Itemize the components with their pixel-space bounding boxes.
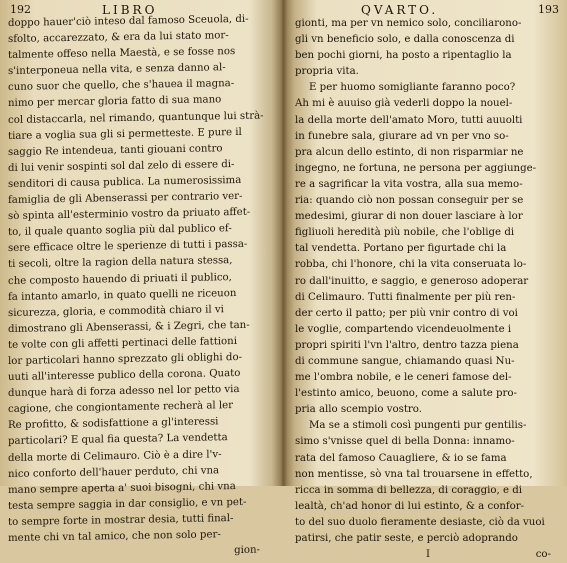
text-line: di Celimauro. Tutti finalmente per più ren-	[295, 291, 516, 303]
text-line: s'interponeua nella vita, e senza danno al-	[8, 62, 226, 78]
text-line: col distaccarla, nel rimando, quantunque lui strà-	[8, 110, 264, 126]
text-line: nico conforto dell'hauer perduto, chi vna	[8, 464, 220, 480]
text-line: l'estinto amico, beuono, come a salute pro-	[295, 388, 517, 400]
left-page	[0, 0, 283, 557]
text-line: in funebre sala, giurare ad vn per vno so-	[295, 130, 509, 142]
text-line: sere efficace oltre le sperienze di tutti i passa-	[8, 239, 248, 255]
text-line: figliuoli heredità più nobile, che l'oblige di	[295, 227, 515, 239]
text-line: sicurezza, gloria, e commodità chiaro il vi	[8, 303, 224, 319]
right-page-number: 193	[538, 3, 559, 16]
text-line: dunque harà di forza adesso nel lor petto via	[8, 384, 240, 400]
text-line: nimo per mercar gloria fatto di sua mano	[8, 94, 222, 110]
text-line: la della morte dell'amato Moro, tutti auuolti	[295, 114, 523, 126]
text-line: to, il quale quanto soglia più dal publico ef-	[8, 223, 232, 239]
text-line: dimostrano gli Abenserassi, & i Zegri, che tan-	[8, 319, 250, 335]
text-line: pria allo scempio vostro.	[295, 404, 422, 416]
text-line: me l'ombra nobile, e le ceneri famose del-	[295, 372, 512, 384]
text-line: patirsi, che patir seste, e perciò adoprando	[295, 533, 518, 544]
text-line: famiglia de gli Abenserassi per contrario ver-	[8, 190, 243, 207]
text-line: testa sempre saggia in dar consiglio, e vn pet-	[8, 496, 247, 512]
text-line: gionti, ma per vn nemico solo, conciliarono-	[295, 18, 522, 29]
left-running-title: LIBRO	[102, 3, 158, 17]
right-page-text	[295, 16, 561, 563]
catchword: gion-	[234, 544, 260, 557]
text-line: medesimi, giurar di non douer lasciare à lor	[295, 211, 523, 223]
text-line: der certo il patto; per più vnir contro di voi	[295, 307, 518, 319]
text-line: tiare a voglia sua gli si permetteste. E pure il	[8, 126, 242, 142]
text-line: tal vendetta. Portano per figurtade chi la	[295, 243, 507, 255]
text-line: pra alcun dello estinto, di non risparmiar ne	[295, 146, 524, 158]
text-line: sò spinta all'esterminio vostro da priuato affet-	[8, 206, 251, 223]
text-line: cuno suor che quello, che s'hauea il magna-	[8, 78, 235, 94]
text-line: te volte con gli affetti pertinaci delle fattioni	[8, 335, 237, 351]
right-page-header	[291, 3, 559, 17]
text-line: senditori di causa publica. La numerosissima	[8, 174, 242, 190]
text-line: propri spiriti l'vn l'altro, dentro tazza piena	[295, 339, 519, 351]
text-line: uuti all'interesse publico della corona. Quato	[8, 368, 241, 384]
text-line: ria: quando ciò non possan conseguir per se	[295, 195, 524, 207]
text-line: doppo hauer'ciò inteso dal famoso Sceuola, di-	[8, 13, 249, 29]
signature-mark: I co-	[295, 547, 561, 563]
text-line: gli vn beneficio solo, e dalla conoscenza di	[295, 34, 515, 46]
text-line: di commune sangue, chiamando quasi Nu-	[295, 355, 515, 367]
text-line: talmente offeso nella Maestà, e se fosse nos	[8, 46, 236, 62]
left-page-number: 192	[10, 3, 31, 16]
text-line: Ah mi è auuiso già vederli doppo la nouel-	[295, 98, 513, 110]
text-line: rata del famoso Cauagliere, & io se fama	[295, 452, 507, 464]
text-line: particolari? E qual fia questa? La vendetta	[8, 432, 228, 448]
text-line: saggio Re intendeua, tanti giouani contro	[8, 143, 223, 158]
text-line: lealtà, ch'ad honor di lui estinto, & a confor-	[295, 500, 525, 512]
text-line: propria vita.	[295, 66, 359, 78]
right-running-title: QVARTO.	[361, 3, 439, 17]
text-line: della morte di Celimauro. Ciò è a dire l'v-	[8, 448, 222, 464]
text-line: ro dall'inuitto, e saggio, e generoso adoperar	[295, 275, 529, 287]
text-line: Re profitto, & sodisfattione a gl'interessi	[8, 416, 219, 432]
text-line: sfolto, accarezzato, & era da lui stato mor-	[8, 30, 229, 46]
text-line: simo s'vnisse quel di bella Donna: innamo-	[295, 436, 515, 448]
text-line: cagione, che congiontamente recherà al ler	[8, 400, 234, 416]
text-line: le voglie, compartendo vicendeuolmente i	[295, 323, 512, 335]
text-line: E per huomo somigliante faranno poco?	[309, 82, 516, 94]
text-line: non mentisse, sò vna tal trouarsene in effetto,	[295, 468, 533, 480]
text-line: che composto hauendo di priuati il publico,	[8, 271, 232, 287]
text-line: Ma se a stimoli così pungenti pur gentilis-	[309, 420, 527, 432]
text-line: robba, chi l'honore, chi la vita conseruata lo-	[295, 259, 527, 271]
text-line: ingegno, ne fortuna, ne persona per aggiunge-	[295, 162, 537, 174]
text-line: mente chi vn tal amico, che non solo per-	[8, 529, 221, 544]
text-line: di lui venir sospinti sol dal zelo di essere di-	[8, 158, 235, 174]
text-line: ricca in somma di bellezza, di coraggio, e di	[295, 484, 523, 496]
text-line: to sempre forte in mostrar desia, tutti final-	[8, 512, 234, 528]
left-page-text	[8, 11, 270, 563]
catchword: co-	[535, 549, 551, 561]
text-line: ti secoli, oltre la ragion della natura stessa,	[8, 255, 233, 271]
text-line: ben pochi giorni, ha posto a ripentaglio la	[295, 50, 512, 62]
text-line: to del suo duolo fieramente desiaste, ciò da vuoi	[295, 516, 545, 528]
text-line: lor particolari hanno sprezzato gli oblighi do-	[8, 351, 243, 367]
text-line: mano sempre aperta a' suoi bisogni, chi vna	[8, 480, 236, 496]
text-line: re a sagrificar la vita vostra, alla sua memo-	[295, 178, 523, 190]
right-page	[283, 0, 567, 561]
text-line: fa intanto amarlo, in quato quelli ne riceuon	[8, 287, 237, 303]
